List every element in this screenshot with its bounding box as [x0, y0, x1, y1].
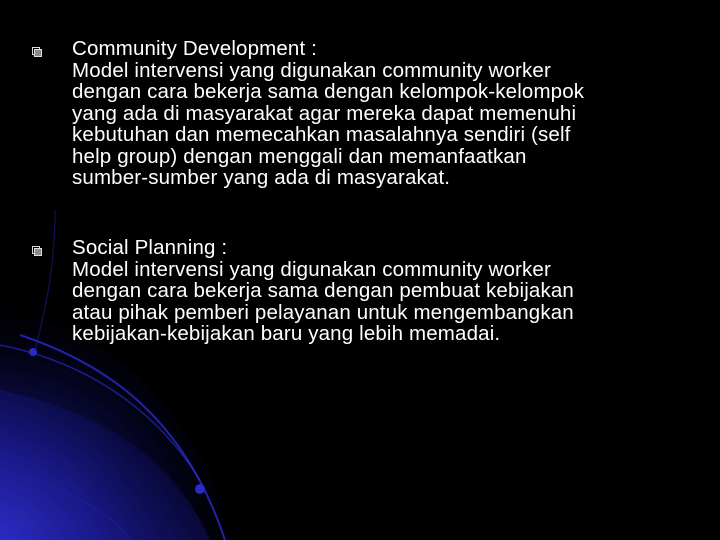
bullet-text-line: Model intervensi yang digunakan community worker [72, 58, 551, 82]
bullet-text-line: dengan cara bekerja sama dengan pembuat kebijakan [72, 279, 574, 302]
bullet-text-line: kebutuhan dan memecahkan masalahnya sendiri (self [72, 123, 571, 146]
bullet-text-line: kebijakan-kebijakan baru yang lebih memadai. [72, 322, 501, 345]
bullet-heading: Social Planning : [72, 236, 228, 259]
checkbox-bullet-icon [32, 47, 42, 57]
checkbox-bullet-icon [32, 246, 42, 256]
blue-dot [195, 484, 205, 494]
bullet-heading: Community Development : [72, 37, 317, 60]
bullet-text-line: sumber-sumber yang ada di masyarakat. [72, 166, 451, 189]
bullet-text-line: dengan cara bekerja sama dengan kelompok-kelompok [72, 80, 585, 103]
bullet-text-line: help group) dengan menggali dan memanfaatkan [72, 144, 527, 168]
bullet-text-line: yang ada di masyarakat agar mereka dapat memenuhi [72, 101, 577, 125]
bullet-text-line: atau pihak pemberi pelayanan untuk mengembangkan [72, 300, 574, 324]
blue-dot [29, 348, 37, 356]
bullet-text-line: Model intervensi yang digunakan community worker [72, 257, 551, 281]
